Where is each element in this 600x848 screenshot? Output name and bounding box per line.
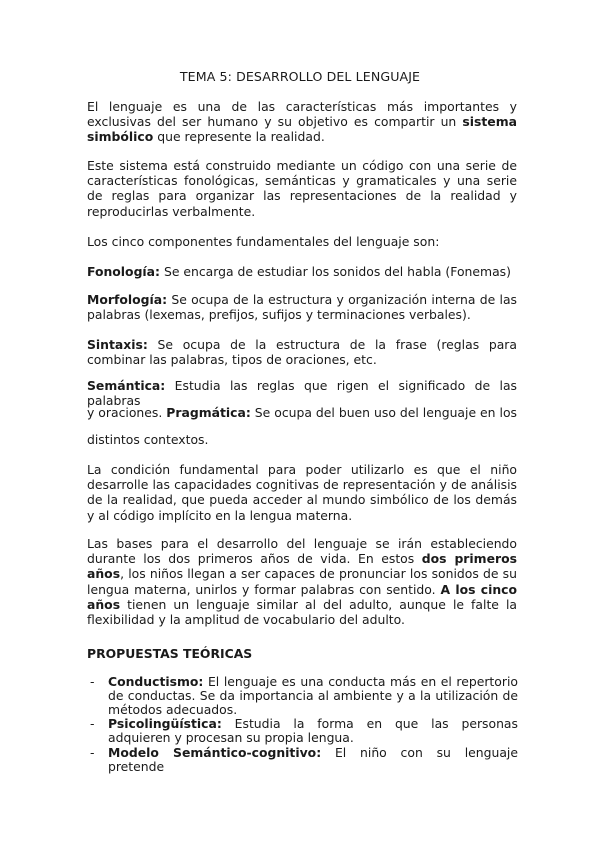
intro-paragraph xyxy=(87,99,517,145)
intro-bold-term: sistema simbólico xyxy=(87,114,517,145)
pragmatica-continuation: distintos contextos. xyxy=(87,432,209,447)
list-item-text xyxy=(108,675,518,717)
morfologia-term: Morfología: xyxy=(87,292,168,307)
sintaxis-paragraph xyxy=(87,337,517,367)
list-item-text xyxy=(108,746,518,774)
list-item-body: El niño con su lenguaje pretende xyxy=(108,745,518,774)
morfologia-paragraph xyxy=(87,292,517,322)
list-item-term: Psicolingüística: xyxy=(108,716,222,731)
condition-paragraph: La condición fundamental para poder utilizarlo es que el niño desarrolle las capacidades cognitivas de representación y de análisis de la realidad, que pueda acceder al mundo simbólico de los demás y al código implícito en la lengua materna. xyxy=(87,462,517,523)
bases-paragraph xyxy=(87,536,517,627)
list-bullet: - xyxy=(90,674,95,689)
fonologia-term: Fonología: xyxy=(87,264,161,279)
list-item-term: Modelo Semántico-cognitivo: xyxy=(108,745,322,760)
pragmatica-term: Pragmática: xyxy=(166,405,251,420)
list-item-term: Conductismo: xyxy=(108,674,204,689)
fonologia-paragraph xyxy=(87,264,517,279)
fonologia-text: Se encarga de estudiar los sonidos del habla (Fonemas) xyxy=(160,264,511,279)
intro-text-end: que represente la realidad. xyxy=(153,129,325,145)
sintaxis-term: Sintaxis: xyxy=(87,337,148,352)
bases-text-e: tienen un lenguaje similar al del adulto, aunque le falte la flexibilidad y la amplitud de vocabulario del adulto. xyxy=(87,596,517,628)
pragmatica-pre: y oraciones. xyxy=(87,405,167,420)
intro-text: El lenguaje es una de las características más importantes y exclusivas del ser humano y su objetivo es compartir un xyxy=(87,99,517,130)
bases-bold-five-years: A los cinco años xyxy=(87,581,517,612)
system-paragraph: Este sistema está construido mediante un código con una serie de características fonológicas, semánticas y gramaticales y una serie de reglas para organizar las representaciones de la realidad y reproducirlas verbalmente. xyxy=(87,158,517,219)
bases-text-a: Las bases para el desarrollo del lenguaje se irán estableciendo durante los dos primeros años de vida. En estos xyxy=(87,536,517,567)
semantica-line xyxy=(87,378,517,408)
semantica-text: Estudia las reglas que rigen el significado de las palabras xyxy=(87,378,517,409)
sintaxis-text: Se ocupa de la estructura de la frase (reglas para combinar las palabras, tipos de oraciones, etc. xyxy=(87,337,517,368)
semantica-term: Semántica: xyxy=(87,378,166,393)
list-bullet: - xyxy=(90,745,95,760)
list-item-text xyxy=(108,717,518,745)
bases-bold-two-years: dos primeros años xyxy=(87,551,517,582)
morfologia-text: Se ocupa de la estructura y organización interna de las palabras (lexemas, prefijos, sufijos y terminaciones verbales). xyxy=(87,292,517,323)
list-item-body: Estudia la forma en que las personas adquieren y procesan su propia lengua. xyxy=(108,716,518,745)
list-bullet: - xyxy=(90,716,95,731)
pragmatica-line xyxy=(87,405,517,420)
components-intro: Los cinco componentes fundamentales del lenguaje son: xyxy=(87,234,440,249)
page-title: TEMA 5: DESARROLLO DEL LENGUAJE xyxy=(179,69,421,84)
section-heading: PROPUESTAS TEÓRICAS xyxy=(87,646,253,661)
pragmatica-text: Se ocupa del buen uso del lenguaje en los xyxy=(250,405,517,420)
bases-text-c: , los niños llegan a ser capaces de pronunciar los sonidos de su lengua materna, unirlos y formar palabras con sentido. xyxy=(87,566,517,597)
list-item-body: El lenguaje es una conducta más en el repertorio de conductas. Se da importancia al ambiente y a la utilización de métodos adecuados. xyxy=(108,674,518,717)
